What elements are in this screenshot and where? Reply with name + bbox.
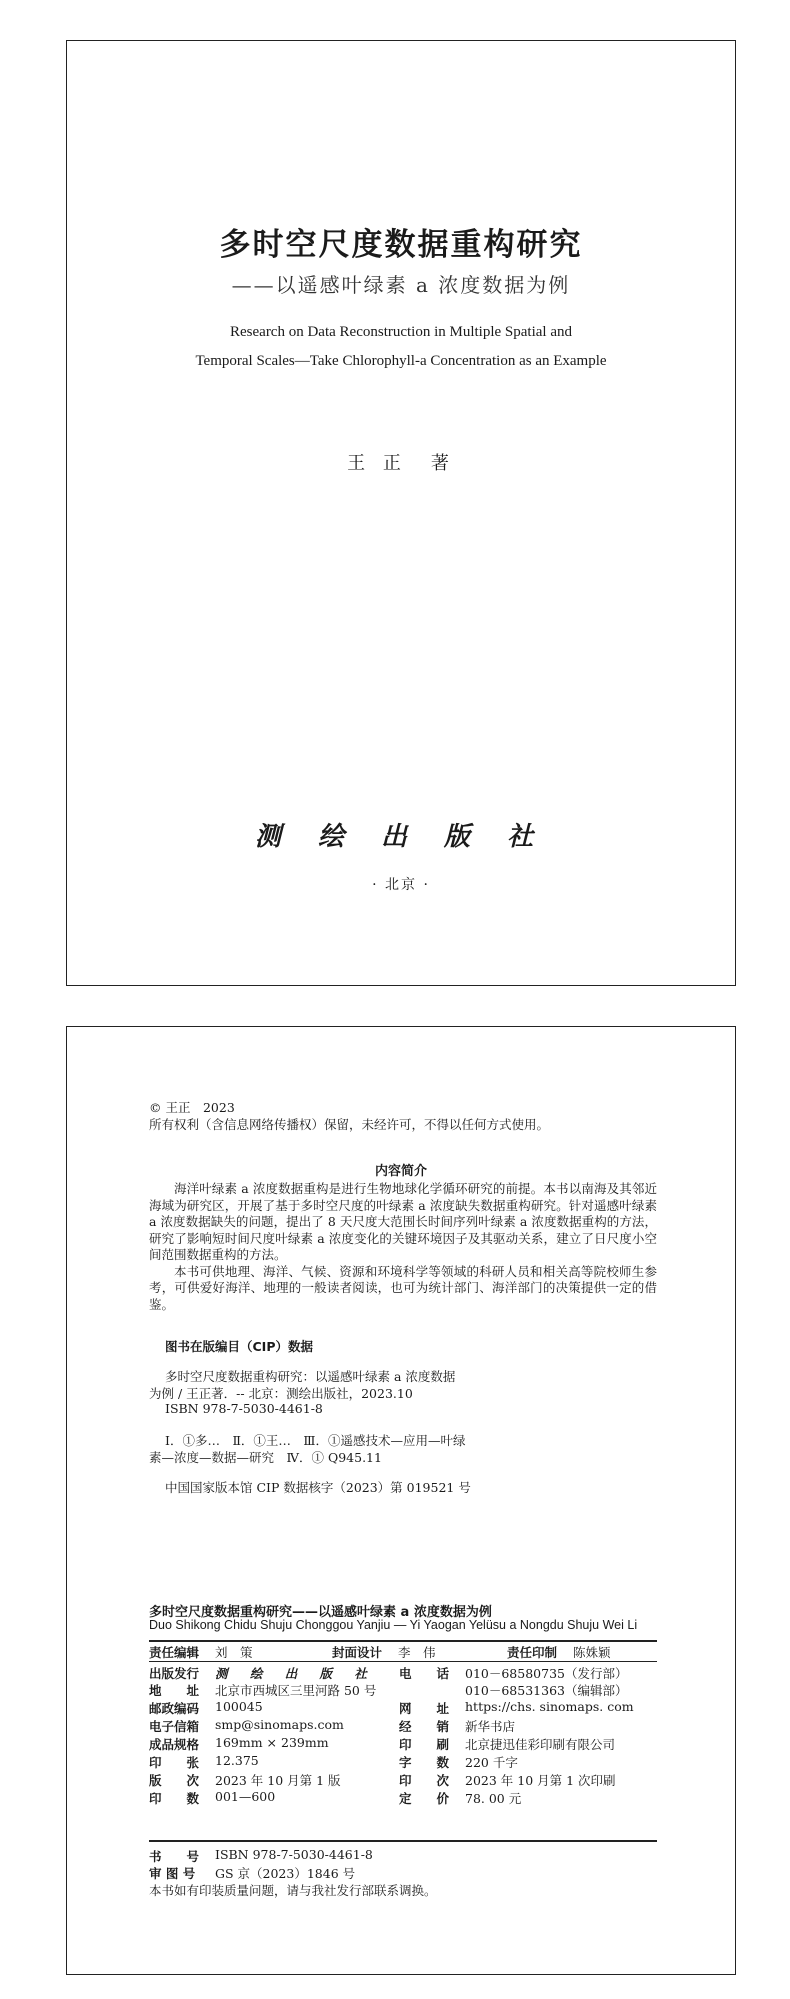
cip-classification: Ⅰ．①多… Ⅱ．①王… Ⅲ．①遥感技术—应用—叶绿 [165, 1433, 466, 1448]
price-value: 78. 00 元 [465, 1791, 522, 1806]
author: 王 正 著 [347, 453, 455, 474]
publisher-logo: 测 绘 出 版 社 [254, 822, 548, 852]
book-title: 多时空尺度数据重构研究 [219, 227, 583, 263]
summary-heading: 内容简介 [374, 1164, 427, 1179]
summary-paragraph: 本书可供地理、海洋、气候、资源和环境科学等领域的科研人员和相关高等院校师生参考，可供爱好海洋、地理的一般读者阅读，也可为统计部门、海洋部门的决策提供一定的借鉴。 [149, 1263, 657, 1312]
copyright-notice: © 王正 2023 [149, 1100, 235, 1115]
editor-value: 刘 策 [215, 1645, 253, 1660]
detail-label: 印 刷 [399, 1737, 450, 1752]
sheets-value: 12.375 [215, 1753, 259, 1768]
print-editor-value: 陈姝颖 [573, 1645, 611, 1660]
map-approval-value: GS 京（2023）1846 号 [215, 1866, 356, 1881]
detail-label: 地 址 [149, 1683, 200, 1698]
book-subtitle: ——以遥感叶绿素 a 浓度数据为例 [231, 273, 571, 297]
quality-notice: 本书如有印装质量问题，请与我社发行部联系调换。 [149, 1883, 437, 1898]
editor-label: 责任编辑 [149, 1645, 200, 1660]
printing-value: 2023 年 10 月第 1 次印刷 [465, 1773, 616, 1788]
summary-text [149, 1181, 657, 1313]
website-value: https://chs. sinomaps. com [465, 1699, 634, 1714]
address-value: 北京市西城区三里河路 50 号 [215, 1683, 377, 1698]
cip-line: 为例 / 王正著．-- 北京：测绘出版社，2023.10 [149, 1386, 413, 1401]
cover-design-label: 封面设计 [332, 1645, 383, 1660]
detail-label: 网 址 [399, 1701, 450, 1716]
book-number-value: ISBN 978-7-5030-4461-8 [215, 1847, 373, 1862]
printer-value: 北京捷迅佳彩印刷有限公司 [465, 1737, 616, 1752]
detail-label: 定 价 [399, 1791, 450, 1806]
distributor-value: 新华书店 [465, 1719, 516, 1734]
title-page [66, 40, 736, 986]
cip-heading: 图书在版编目（CIP）数据 [165, 1339, 313, 1354]
edition-value: 2023 年 10 月第 1 版 [215, 1773, 341, 1788]
book-title-chinese: 多时空尺度数据重构研究——以遥感叶绿素 a 浓度数据为例 [149, 1605, 492, 1620]
publisher-city: · 北京 · [372, 877, 430, 893]
divider [149, 1661, 657, 1662]
book-number-label: 书 号 [149, 1849, 200, 1864]
cover-design-value: 李 伟 [398, 1645, 436, 1660]
cip-isbn: ISBN 978-7-5030-4461-8 [165, 1401, 323, 1416]
format-value: 169mm × 239mm [215, 1735, 329, 1750]
email-value: smp@sinomaps.com [215, 1717, 344, 1732]
detail-label: 电子信箱 [149, 1719, 200, 1734]
phone-value: 010－68531363（编辑部） [465, 1683, 628, 1698]
detail-label: 电 话 [399, 1666, 450, 1681]
detail-label: 成品规格 [149, 1737, 200, 1752]
english-title-line-2: Temporal Scales—Take Chlorophyll-a Concentration as an Example [195, 353, 607, 369]
map-approval-label: 审 图 号 [149, 1866, 196, 1881]
publisher-logo-small: 测 绘 出 版 社 [215, 1666, 376, 1681]
detail-label: 印 张 [149, 1755, 200, 1770]
detail-label: 经 销 [399, 1719, 450, 1734]
detail-label: 字 数 [399, 1755, 450, 1770]
detail-label: 印 数 [149, 1791, 200, 1806]
rights-statement: 所有权利（含信息网络传播权）保留，未经许可，不得以任何方式使用。 [149, 1117, 550, 1132]
detail-label: 版 次 [149, 1773, 200, 1788]
detail-label: 邮政编码 [149, 1701, 200, 1716]
divider [149, 1840, 657, 1842]
phone-value: 010－68580735（发行部） [465, 1666, 628, 1681]
cip-classification: 素—浓度—数据—研究 Ⅳ．① Q945.11 [149, 1450, 382, 1465]
summary-paragraph: 海洋叶绿素 a 浓度数据重构是进行生物地球化学循环研究的前提。本书以南海及其邻近海域为研究区，开展了基于多时空尺度的叶绿素 a 浓度缺失数据重构研究。针对遥感叶绿素 a 浓度数据缺失的问题，提出了 8 天尺度大范围长时间序列叶绿素 a 浓度数据重构的方法，研究了影响短时间尺度叶绿素 a 浓度变化的关键环境因子及其驱动关系，建立了日尺度小空间范围数据重构的方法。 [149, 1181, 657, 1262]
print-editor-label: 责任印制 [507, 1645, 558, 1660]
cip-number: 中国国家版本馆 CIP 数据核字（2023）第 019521 号 [165, 1480, 471, 1495]
book-title-pinyin: Duo Shikong Chidu Shuju Chonggou Yanjiu — Yi Yaogan Yelüsu a Nongdu Shuju Wei Li [149, 1618, 638, 1632]
postcode-value: 100045 [215, 1699, 263, 1714]
detail-label: 出版发行 [149, 1666, 200, 1681]
copyright-page [66, 1026, 736, 1975]
print-run-value: 001—600 [215, 1789, 276, 1804]
word-count-value: 220 千字 [465, 1755, 518, 1770]
english-title-line-1: Research on Data Reconstruction in Multiple Spatial and [230, 324, 572, 340]
cip-line: 多时空尺度数据重构研究：以遥感叶绿素 a 浓度数据 [165, 1369, 456, 1384]
detail-label: 印 次 [399, 1773, 450, 1788]
divider [149, 1640, 657, 1642]
